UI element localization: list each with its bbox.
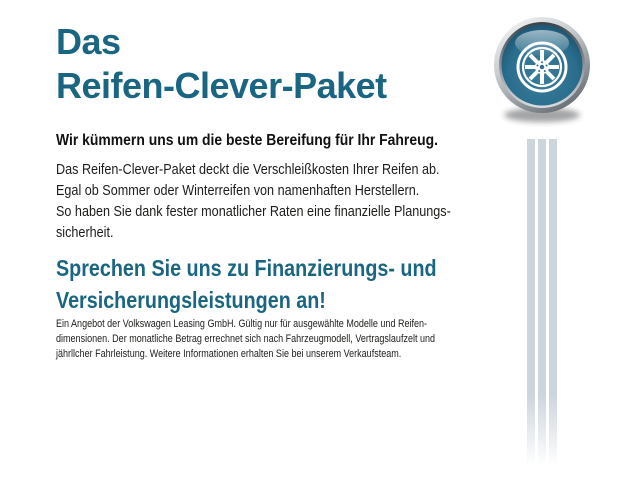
intro-body-line-2: Egal ob Sommer oder Winterreifen von namenhaften Herstellern. bbox=[56, 183, 420, 199]
intro-subtitle: Wir kümmern uns um die beste Bereifung für Ihr Fahreug. bbox=[56, 132, 438, 149]
cta-heading-line-2: Versicherungsleistungen an! bbox=[56, 287, 326, 313]
stripe bbox=[549, 139, 557, 466]
cta-heading bbox=[56, 252, 437, 316]
decorative-stripes bbox=[527, 139, 557, 466]
cta-heading-line-1: Sprechen Sie uns zu Finanzierungs- und bbox=[56, 255, 437, 281]
page-title bbox=[56, 20, 387, 108]
intro-body bbox=[56, 160, 451, 244]
stripe bbox=[538, 139, 546, 466]
page-title-line-1: Das bbox=[56, 21, 121, 62]
legal-line-2: dimensionen. Der monatliche Betrag errechnet sich nach Fahrzeugmodell, Vertragslaufzelt und bbox=[56, 333, 436, 345]
tire-wheel-icon bbox=[492, 15, 592, 127]
legal-text bbox=[56, 317, 435, 362]
stripe bbox=[527, 139, 535, 466]
intro-body-line-3: So haben Sie dank fester monatlicher Raten eine finanzielle Planungs- bbox=[56, 204, 451, 220]
legal-line-1: Ein Angebot der Volkswagen Leasing GmbH. Gültig nur für ausgewählte Modelle und Reifen- bbox=[56, 318, 428, 330]
page-title-line-2: Reifen-Clever-Paket bbox=[56, 65, 387, 106]
intro-body-line-4: sicherheit. bbox=[56, 225, 114, 241]
legal-line-3: jährllcher Fahrleistung. Weitere Informationen erhalten Sie bei unserem Verkaufsteam. bbox=[56, 348, 402, 360]
intro-body-line-1: Das Reifen-Clever-Paket deckt die Verschleißkosten Ihrer Reifen ab. bbox=[56, 162, 440, 178]
